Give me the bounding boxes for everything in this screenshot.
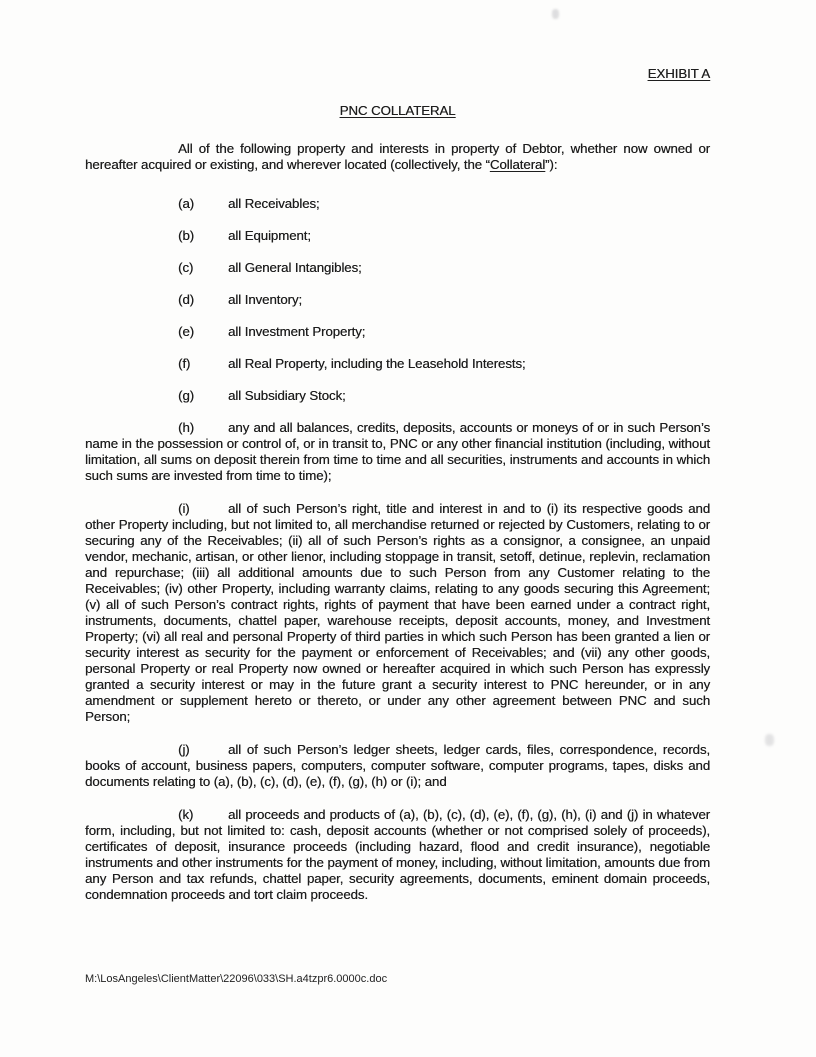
- list-item-label: (b): [178, 228, 194, 243]
- paragraph-k: [85, 807, 710, 903]
- paragraph-text: all of such Person’s right, title and interest in and to (i) its respective goods and other Property including, but not limited to, all merchandise returned or rejected by Customers, relating to or securing any of the Receivables; (ii) all of such Person’s rights as a consignor, a consignee, an unpaid vendor, mechanic, artisan, or other lienor, including stoppage in transit, setoff, detinue, replevin, reclamation and repurchase; (iii) all additional amounts due to such Person from any Customer relating to the Receivables; (iv) other Property, including warranty claims, relating to any goods securing this Agreement; (v) all of such Person’s contract rights, rights of payment that have been earned under a contract right, instruments, documents, chattel paper, warehouse receipts, deposit accounts, money, and Investment Property; (vi) all real and personal Property of third parties in which such Person has been granted a lien or security interest as security for the payment or enforcement of Receivables; and (vii) any other goods, personal Property or real Property now owned or hereafter acquired in which such Person has expressly granted a security interest or may in the future grant a security interest to PNC hereunder, or in any amendment or supplement hereto or thereto, or under any other agreement between PNC and such Person;: [85, 501, 710, 724]
- list-item-a: [85, 196, 710, 212]
- paragraph-h: [85, 420, 710, 484]
- list-item-c: [85, 260, 710, 276]
- page-title: [85, 103, 710, 119]
- intro-text-before: All of the following property and interests in property of Debtor, whether now owned or hereafter acquired or existing, and wherever located (collectively, the “: [85, 141, 710, 172]
- list-item-label: (c): [178, 260, 194, 275]
- paragraph-text: all of such Person’s ledger sheets, ledger cards, files, correspondence, records, books of account, business papers, computers, computer software, computer programs, tapes, disks and documents relating to (a), (b), (c), (d), (e), (f), (g), (h) or (i); and: [85, 742, 710, 789]
- list-item-f: [85, 356, 710, 372]
- list-item-e: [85, 324, 710, 340]
- list-item-label: (f): [178, 356, 191, 371]
- list-item-label: (g): [178, 388, 194, 403]
- list-item-text: all Real Property, including the Leasehold Interests;: [228, 356, 526, 371]
- paragraph-label: (h): [178, 420, 194, 435]
- list-item-text: all Equipment;: [228, 228, 311, 243]
- list-item-text: all Subsidiary Stock;: [228, 388, 346, 403]
- intro-paragraph: [85, 141, 710, 173]
- list-item-label: (e): [178, 324, 194, 339]
- paragraph-j: [85, 742, 710, 790]
- defined-term-collateral: Collateral: [489, 157, 546, 172]
- file-path-footer: M:\LosAngeles\ClientMatter\22096\033\SH.a4tzpr6.0000c.doc: [85, 973, 388, 985]
- exhibit-label: [85, 66, 710, 82]
- scan-artifact-right: [765, 734, 774, 746]
- intro-text-after: ”):: [545, 157, 558, 172]
- scan-artifact-top: [552, 9, 559, 19]
- paragraph-label: (k): [178, 807, 194, 822]
- paragraph-text: all proceeds and products of (a), (b), (c), (d), (e), (f), (g), (h), (i) and (j) in whatever form, including, but not limited to: cash, deposit accounts (whether or not comprised solely of proceeds), certificates of deposit, insurance proceeds (including hazard, flood and credit insurance), negotiable instruments and other instruments for the payment of money, including, without limitation, amounts due from any Person and tax refunds, chattel paper, security agreements, documents, eminent domain proceeds, condemnation proceeds and tort claim proceeds.: [85, 807, 710, 902]
- list-item-g: [85, 388, 710, 404]
- paragraph-i: [85, 501, 710, 725]
- paragraph-label: (i): [178, 501, 190, 516]
- page-title-text: PNC COLLATERAL: [339, 103, 456, 118]
- list-item-d: [85, 292, 710, 308]
- list-item-label: (d): [178, 292, 194, 307]
- list-item-text: all Investment Property;: [228, 324, 366, 339]
- paragraph-label: (j): [178, 742, 190, 757]
- list-item-label: (a): [178, 196, 194, 211]
- list-item-text: all Inventory;: [228, 292, 302, 307]
- exhibit-label-text: EXHIBIT A: [647, 66, 710, 81]
- list-item-text: all General Intangibles;: [228, 260, 362, 275]
- list-item-text: all Receivables;: [228, 196, 320, 211]
- list-item-b: [85, 228, 710, 244]
- paragraph-text: any and all balances, credits, deposits, accounts or moneys of or in such Person’s name in the possession or control of, or in transit to, PNC or any other financial institution (including, without limitation, all sums on deposit therein from time to time and all securities, instruments and accounts in which such sums are invested from time to time);: [85, 420, 710, 483]
